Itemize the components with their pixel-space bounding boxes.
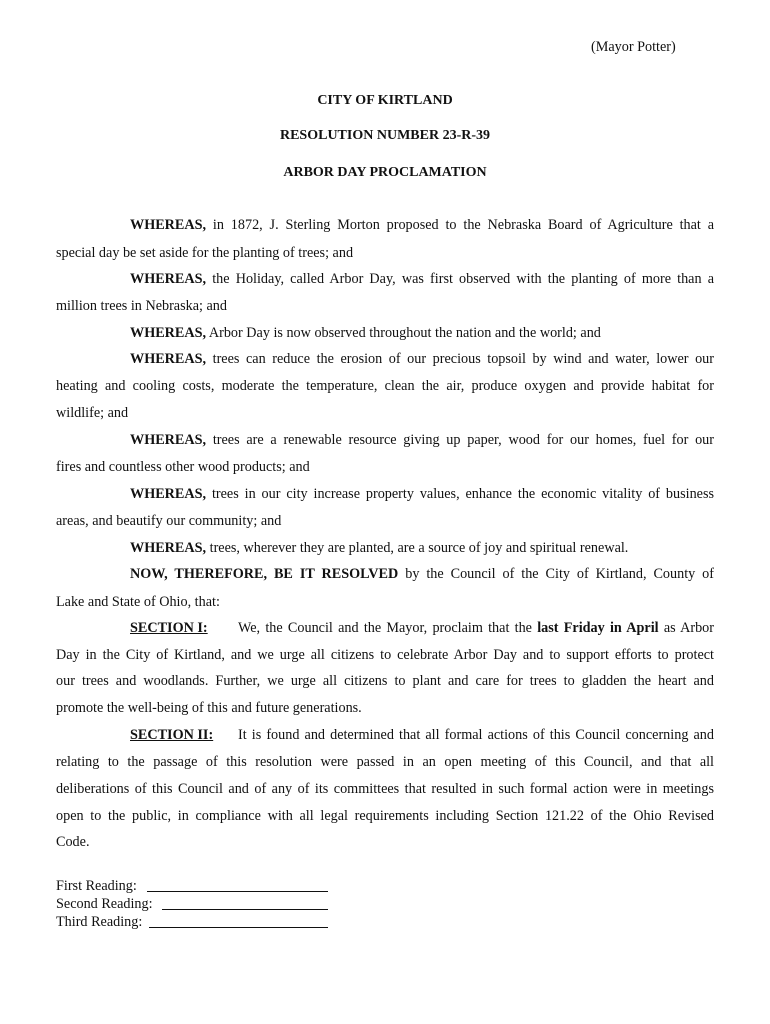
section-1-line-1 [238, 619, 714, 637]
whereas-1-line-2: special day be set aside for the planting of trees; and [56, 245, 354, 261]
section-1-text: We, the Council and the Mayor, proclaim that the [238, 620, 532, 636]
whereas-4-text: trees can reduce the erosion of our precious topsoil by wind and water, lower our [212, 351, 714, 367]
whereas-3-line-1 [130, 324, 601, 342]
section-2-line-4: open to the public, in compliance with all legal requirements including Section 121.22 of the Ohio Revised [56, 808, 714, 824]
whereas-keyword: WHEREAS, [130, 217, 207, 233]
whereas-6-line-1 [130, 485, 714, 503]
whereas-7-text: trees, wherever they are planted, are a source of joy and spiritual renewal. [209, 540, 629, 556]
resolved-line-2: Lake and State of Ohio, that: [56, 594, 220, 610]
whereas-2-text: the Holiday, called Arbor Day, was first observed with the planting of more than a [212, 271, 715, 287]
first-reading-label: First Reading: [56, 878, 137, 894]
whereas-keyword: WHEREAS, [130, 540, 207, 556]
whereas-keyword: WHEREAS, [130, 486, 207, 502]
section-1-line-3: our trees and woodlands. Further, we urge all citizens to plant and care for trees to gladden the heart and [56, 673, 714, 689]
whereas-2-line-1 [130, 270, 714, 288]
section-1-text-end: as Arbor [663, 620, 715, 636]
section-2-line-2: relating to the passage of this resolution were passed in an open meeting of this Council, and that all [56, 754, 714, 770]
whereas-keyword: WHEREAS, [130, 325, 207, 341]
whereas-1-line-1 [130, 216, 714, 234]
arbor-day-date: last Friday in April [537, 620, 659, 636]
proclamation-title: ARBOR DAY PROCLAMATION [283, 165, 487, 180]
section-2-line-5: Code. [56, 834, 90, 850]
whereas-6-line-2: areas, and beautify our community; and [56, 513, 282, 529]
whereas-3-text: Arbor Day is now observed throughout the nation and the world; and [208, 325, 601, 341]
resolved-line-1 [130, 565, 714, 583]
first-reading-signature-line [147, 891, 328, 892]
whereas-1-text: in 1872, J. Sterling Morton proposed to the Nebraska Board of Agriculture that a [212, 217, 714, 233]
second-reading-signature-line [162, 909, 328, 910]
third-reading-label: Third Reading: [56, 914, 143, 930]
city-title: CITY OF KIRTLAND [317, 93, 453, 108]
whereas-keyword: WHEREAS, [130, 432, 207, 448]
section-2-label: SECTION II: [130, 727, 214, 743]
section-1-line-4: promote the well-being of this and future generations. [56, 700, 362, 716]
resolved-text: by the Council of the City of Kirtland, County of [405, 566, 714, 582]
third-reading-signature-line [149, 927, 328, 928]
whereas-keyword: WHEREAS, [130, 351, 207, 367]
whereas-4-line-3: wildlife; and [56, 405, 129, 421]
resolved-keyword: NOW, THEREFORE, BE IT RESOLVED [130, 566, 399, 582]
section-1-label: SECTION I: [130, 620, 208, 636]
whereas-2-line-2: million trees in Nebraska; and [56, 298, 227, 314]
section-2-line-1: It is found and determined that all formal actions of this Council concerning and [238, 727, 714, 743]
resolution-number: RESOLUTION NUMBER 23-R-39 [279, 128, 490, 143]
second-reading-label: Second Reading: [56, 896, 153, 912]
whereas-4-line-1 [130, 350, 714, 368]
section-1-line-2: Day in the City of Kirtland, and we urge all citizens to celebrate Arbor Day and to support efforts to protect [56, 647, 714, 663]
section-2-line-3: deliberations of this Council and of any of its committees that resulted in such formal action were in meetings [56, 781, 714, 797]
whereas-6-text: trees in our city increase property values, enhance the economic vitality of business [211, 486, 715, 502]
whereas-4-line-2: heating and cooling costs, moderate the temperature, clean the air, produce oxygen and provide habitat for [56, 378, 714, 394]
whereas-5-line-2: fires and countless other wood products; and [56, 459, 310, 475]
whereas-7-line-1 [130, 539, 628, 557]
whereas-keyword: WHEREAS, [130, 271, 207, 287]
whereas-5-text: trees are a renewable resource giving up paper, wood for our homes, fuel for our [212, 432, 715, 448]
whereas-5-line-1 [130, 431, 714, 449]
sponsor-note: (Mayor Potter) [591, 39, 676, 55]
